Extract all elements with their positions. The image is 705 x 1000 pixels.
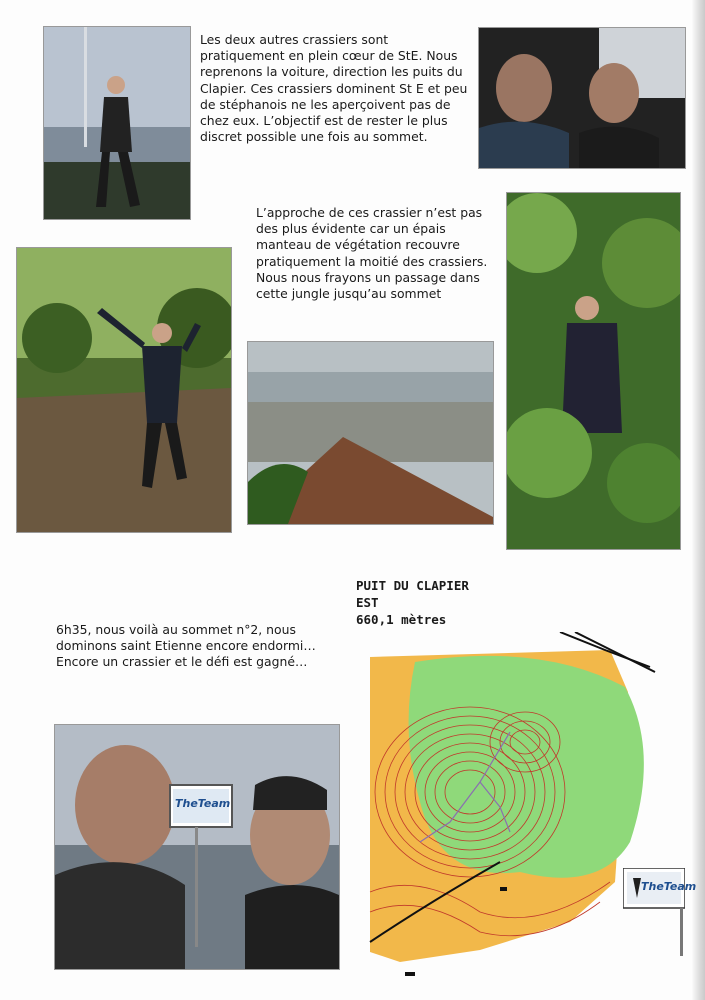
page-edge <box>691 0 705 1000</box>
map-title <box>356 577 469 628</box>
team-logo-flag: TheTeam <box>641 880 697 893</box>
photo-summit-selfie <box>54 724 340 970</box>
intro-paragraph <box>200 32 472 145</box>
approach-text: L’approche de ces crassier n’est pas des plus évidente car un épais manteau de végétation recouvre pratiquement la moitié des crassiers. Nous nous frayons un passage dans cette jungle jusqu’au sommet <box>256 205 488 302</box>
photo-runner-forest <box>16 247 232 533</box>
photo-in-car <box>478 27 686 169</box>
summit-text: 6h35, nous voilà au sommet n°2, nous dominons saint Etienne encore endormi… Encore un crassier et le défi est gagné… <box>56 622 316 670</box>
team-logo-selfie: TheTeam <box>175 797 231 810</box>
approach-paragraph <box>256 205 496 302</box>
map-title-line1: PUIT DU CLAPIER <box>356 578 469 593</box>
map-title-line2: EST <box>356 595 379 610</box>
photo-slag-heap <box>247 341 494 525</box>
intro-text: Les deux autres crassiers sont pratiquement en plein cœur de StE. Nous reprenons la voiture, direction les puits du Clapier. Ces crassiers dominent St E et peu de stéphanois ne les aperçoivent pas de chez eux. L’objectif est de rester le plus discret possible une fois au sommet. <box>200 32 468 145</box>
photo-runner-viewpoint <box>43 26 191 220</box>
orienteering-map <box>360 632 665 982</box>
summit-paragraph <box>56 622 318 671</box>
map-vegetation-green <box>409 656 644 878</box>
photo-runner-bushes <box>506 192 681 550</box>
team-flag <box>623 868 697 956</box>
map-altitude: 660,1 mètres <box>356 612 447 627</box>
